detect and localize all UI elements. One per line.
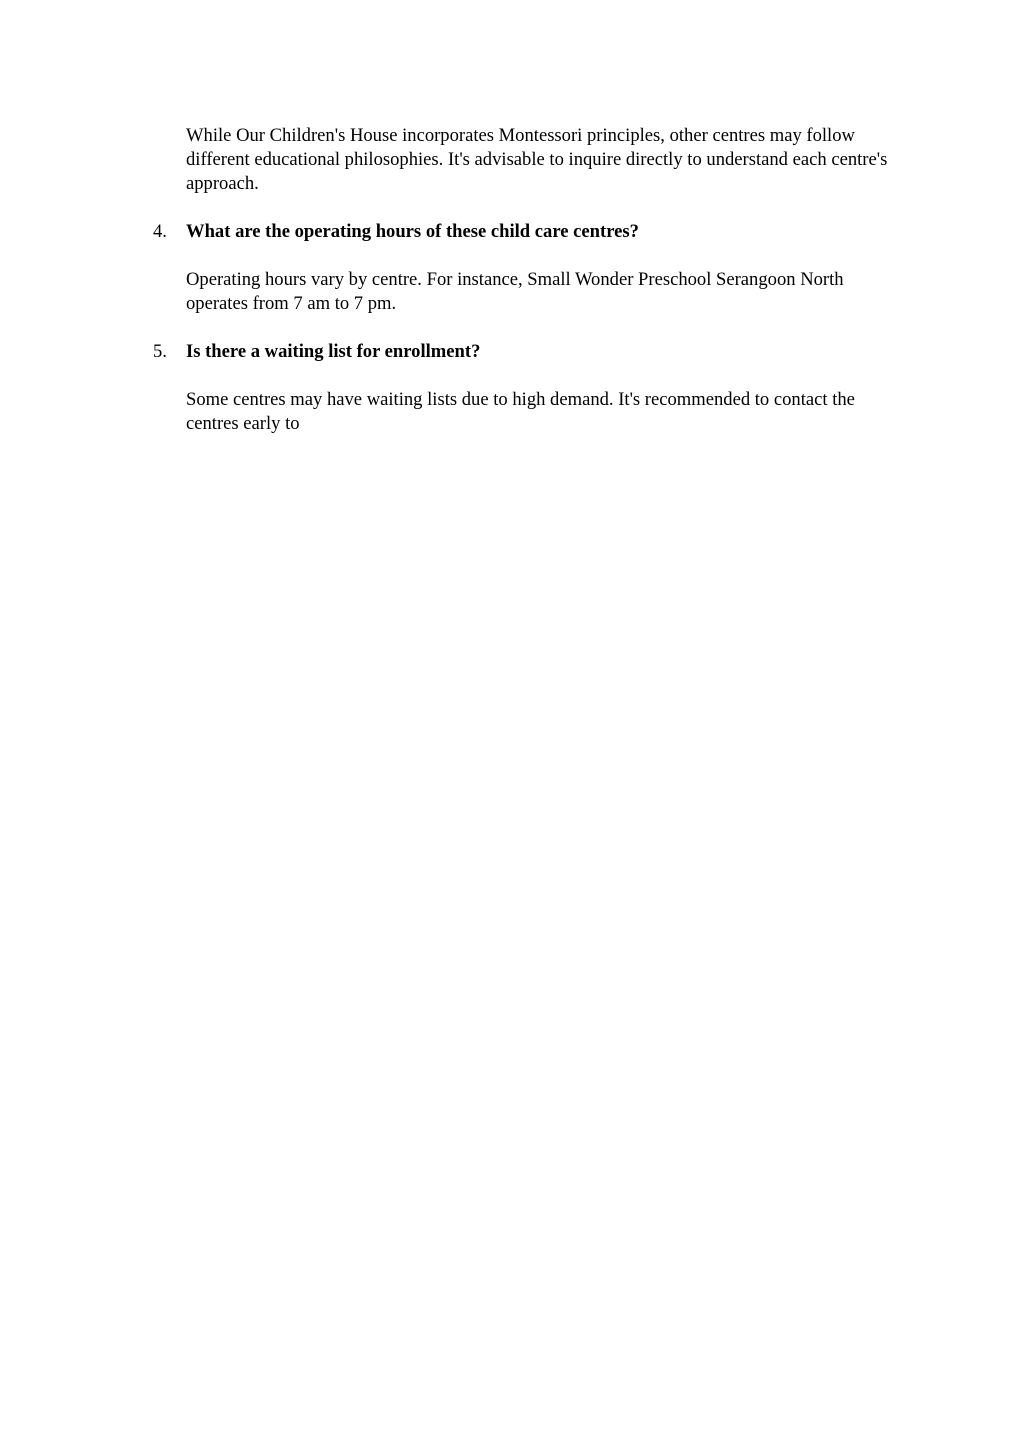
faq-number: 5. — [153, 341, 167, 362]
faq-answer: Some centres may have waiting lists due to high demand. It's recommended to contact the centres early to — [186, 389, 855, 434]
faq-item — [153, 340, 906, 436]
faq-question: What are the operating hours of these child care centres? — [186, 221, 639, 242]
faq-question: Is there a waiting list for enrollment? — [186, 341, 481, 362]
document-body — [153, 124, 906, 460]
intro-paragraph: While Our Children's House incorporates Montessori principles, other centres may follow different educational philosophies. It's advisable to inquire directly to understand each centre's approach. — [186, 125, 888, 194]
faq-item — [153, 220, 906, 316]
faq-number: 4. — [153, 221, 167, 242]
faq-answer: Operating hours vary by centre. For instance, Small Wonder Preschool Serangoon North operates from 7 am to 7 pm. — [186, 269, 844, 314]
